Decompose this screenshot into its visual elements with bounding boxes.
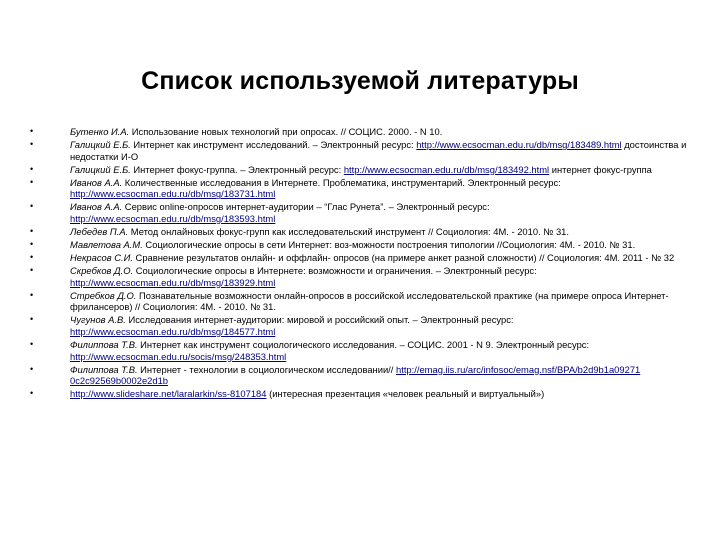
reference-author: Лебедев П.А.	[70, 225, 129, 237]
reference-text: Социологические опросы в сети Интернет: воз-можности построения типологии //Социология: 4М. - 2010. № 31.	[142, 239, 636, 251]
reference-link[interactable]: http://emag.iis.ru/arc/infosoc/emag.nsf/BPA/b2d9b1a09271 0c2c92569b0002e2d1b	[70, 363, 641, 387]
reference-link[interactable]: http://www.ecsocman.edu.ru/socis/msg/248353.html	[70, 350, 287, 362]
reference-item	[28, 226, 688, 238]
reference-note: достоинства и недостатки И-О	[70, 139, 687, 162]
reference-item	[28, 252, 688, 264]
reference-text: Использование новых технологий при опросах. // СОЦИС. 2000. - N 10.	[129, 126, 443, 137]
reference-text: Сервис online-опросов интернет-аудитории – “Глас Рунета”. – Электронный ресурс:	[122, 201, 490, 213]
reference-note: интернет фокус-группа	[549, 163, 652, 175]
reference-text: Интернет как инструмент социологического исследования. – СОЦИС. 2001 - N 9. Электронный ресурс:	[137, 339, 590, 351]
reference-text: Сравнение результатов онлайн- и оффлайн- опросов (на примере анкет разной сложности) // Социология: 4М. 2011 - № 32	[132, 252, 675, 264]
bullet-icon: •	[30, 176, 34, 187]
reference-link[interactable]: http://www.ecsocman.edu.ru/db/msg/183492.html	[343, 163, 550, 175]
reference-item	[28, 388, 688, 400]
reference-item	[28, 239, 688, 251]
reference-text: Познавательные возможности онлайн-опросов в российской исследовательской практике (на примере опроса Интернет-фрилансеров) // Социология: 4М. - 2010. № 31.	[70, 289, 669, 313]
reference-author: Иванов А.А.	[70, 176, 123, 188]
reference-link[interactable]: http://www.ecsocman.edu.ru/db/msg/183929.html	[70, 276, 276, 288]
reference-link[interactable]: http://www.ecsocman.edu.ru/db/msg/183731.html	[70, 188, 276, 200]
reference-item	[28, 290, 688, 313]
reference-item	[28, 265, 688, 288]
reference-text: Метод онлайновых фокус-групп как исследовательский инструмент // Социология: 4М. - 2010. № 31.	[128, 225, 569, 237]
reference-text: Интернет фокус-группа. – Электронный ресурс:	[130, 163, 344, 175]
reference-item	[28, 364, 688, 387]
reference-text: Социологические опросы в Интернете: возможности и ограничения. – Электронный ресурс:	[133, 265, 537, 277]
reference-author: Бутенко И.А.	[70, 126, 130, 137]
bullet-icon: •	[30, 314, 34, 325]
reference-author: Галицкий Е.Б.	[70, 163, 131, 175]
reference-link[interactable]: http://www.ecsocman.edu.ru/db/msg/183593.html	[70, 212, 276, 224]
bullet-icon: •	[30, 239, 34, 250]
reference-author: Скребков Д.О.	[70, 265, 134, 277]
bullet-icon: •	[30, 265, 34, 276]
reference-text: Интернет - технологии в социологическом исследовании//	[137, 363, 396, 375]
reference-item	[28, 139, 688, 162]
bullet-icon: •	[30, 252, 34, 263]
reference-list	[28, 126, 688, 401]
reference-author: Филиппова Т.В.	[70, 339, 138, 351]
reference-link[interactable]: http://www.ecsocman.edu.ru/db/msg/184577.html	[70, 325, 276, 337]
reference-text: Исследования интернет-аудитории: мировой и российский опыт. – Электронный ресурс:	[125, 314, 514, 326]
reference-author: Мавлетова А.М.	[70, 239, 143, 251]
bullet-icon: •	[30, 388, 34, 399]
reference-item	[28, 126, 688, 138]
bullet-icon: •	[30, 339, 34, 350]
bullet-icon: •	[30, 225, 34, 236]
bullet-icon: •	[30, 289, 34, 300]
reference-author: Галицкий Е.Б.	[70, 139, 131, 151]
reference-note: (интересная презентация «человек реальный и виртуальный»)	[266, 388, 545, 400]
bullet-icon: •	[30, 163, 34, 174]
reference-author: Чугунов А.В.	[70, 314, 126, 326]
bullet-icon: •	[30, 363, 34, 374]
bullet-icon: •	[30, 201, 34, 212]
reference-author: Иванов А.А.	[70, 201, 123, 213]
bullet-icon: •	[30, 126, 34, 136]
reference-link[interactable]: http://www.ecsocman.edu.ru/db/msg/183489.html	[416, 139, 622, 151]
bullet-icon: •	[30, 139, 34, 150]
reference-item	[28, 339, 688, 362]
reference-item	[28, 177, 688, 200]
reference-item	[28, 314, 688, 337]
reference-text: Количественные исследования в Интернете. Проблематика, инструментарий. Электронный ресурс:	[122, 176, 561, 188]
reference-item	[28, 164, 688, 176]
reference-link[interactable]: http://www.slideshare.net/laralarkin/ss-8107184	[70, 388, 267, 400]
slide-title: Список используемой литературы	[141, 66, 579, 95]
reference-author: Некрасов С.И.	[70, 252, 133, 264]
reference-item	[28, 201, 688, 224]
reference-text: Интернет как инструмент исследований. – Электронный ресурс:	[130, 139, 417, 151]
reference-author: Филиппова Т.В.	[70, 363, 138, 375]
reference-author: Стребков Д.О.	[70, 289, 137, 301]
